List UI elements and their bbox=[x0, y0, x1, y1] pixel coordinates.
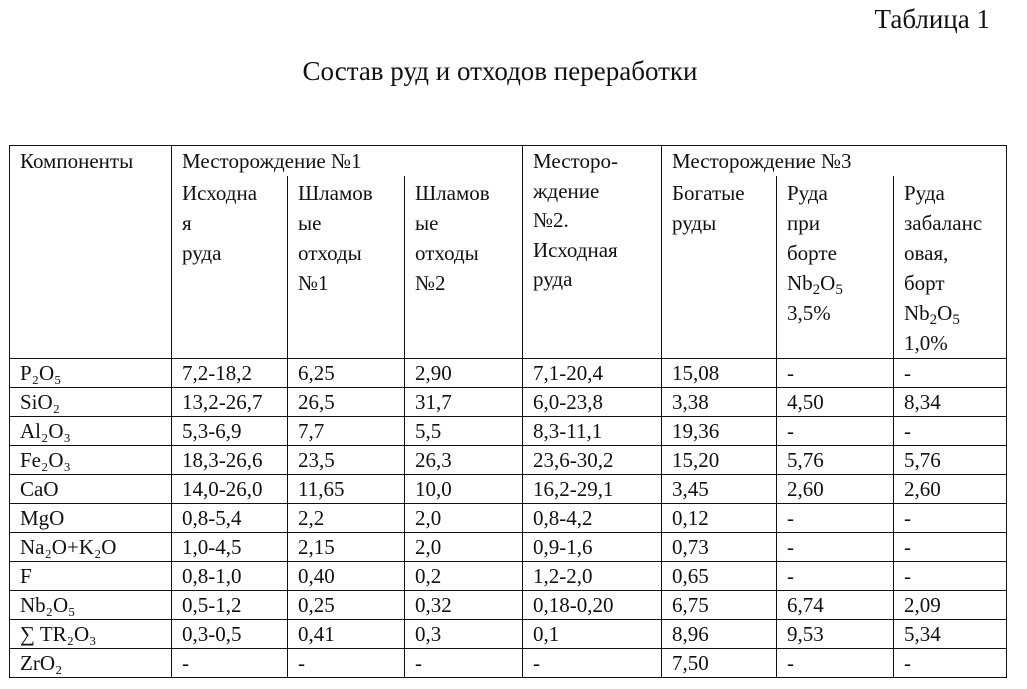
value-cell: 8,34 bbox=[894, 388, 1007, 417]
value-cell: 4,50 bbox=[777, 388, 894, 417]
value-cell: - bbox=[777, 504, 894, 533]
value-cell: 19,36 bbox=[662, 417, 777, 446]
value-cell: 26,5 bbox=[288, 388, 405, 417]
table-row bbox=[10, 620, 1007, 649]
value-cell: 0,2 bbox=[405, 562, 523, 591]
value-cell: 0,25 bbox=[288, 591, 405, 620]
component-cell: CaO bbox=[10, 475, 172, 504]
component-cell: P₂O₅ bbox=[10, 359, 172, 388]
header-row-groups bbox=[10, 146, 1007, 177]
value-cell: 16,2-29,1 bbox=[523, 475, 662, 504]
value-cell: - bbox=[894, 359, 1007, 388]
value-cell: 6,0-23,8 bbox=[523, 388, 662, 417]
value-cell: - bbox=[777, 562, 894, 591]
component-cell: F bbox=[10, 562, 172, 591]
value-cell: - bbox=[777, 359, 894, 388]
value-cell: 0,32 bbox=[405, 591, 523, 620]
table-row bbox=[10, 417, 1007, 446]
value-cell: 0,65 bbox=[662, 562, 777, 591]
value-cell: 14,0-26,0 bbox=[172, 475, 288, 504]
value-cell: 1,0-4,5 bbox=[172, 533, 288, 562]
table-row bbox=[10, 591, 1007, 620]
value-cell: 0,5-1,2 bbox=[172, 591, 288, 620]
component-cell: Fe₂O₃ bbox=[10, 446, 172, 475]
value-cell: - bbox=[777, 649, 894, 678]
value-cell: 0,18-0,20 bbox=[523, 591, 662, 620]
value-cell: - bbox=[894, 504, 1007, 533]
value-cell: 10,0 bbox=[405, 475, 523, 504]
value-cell: - bbox=[288, 649, 405, 678]
table-row bbox=[10, 562, 1007, 591]
table-body bbox=[10, 359, 1007, 678]
table-row bbox=[10, 359, 1007, 388]
value-cell: 8,96 bbox=[662, 620, 777, 649]
value-cell: 0,1 bbox=[523, 620, 662, 649]
value-cell: 15,08 bbox=[662, 359, 777, 388]
table-row bbox=[10, 446, 1007, 475]
value-cell: - bbox=[894, 533, 1007, 562]
header-slime-waste-2: Шламов ые отходы №2 bbox=[405, 176, 523, 359]
value-cell: 7,1-20,4 bbox=[523, 359, 662, 388]
value-cell: - bbox=[777, 417, 894, 446]
value-cell: 15,20 bbox=[662, 446, 777, 475]
component-cell: SiO₂ bbox=[10, 388, 172, 417]
value-cell: 2,2 bbox=[288, 504, 405, 533]
value-cell: 0,73 bbox=[662, 533, 777, 562]
value-cell: 2,15 bbox=[288, 533, 405, 562]
value-cell: 6,25 bbox=[288, 359, 405, 388]
value-cell: 13,2-26,7 bbox=[172, 388, 288, 417]
value-cell: - bbox=[894, 649, 1007, 678]
component-cell: ∑ TR₂O₃ bbox=[10, 620, 172, 649]
value-cell: - bbox=[405, 649, 523, 678]
table-row bbox=[10, 649, 1007, 678]
value-cell: 31,7 bbox=[405, 388, 523, 417]
value-cell: - bbox=[777, 533, 894, 562]
value-cell: - bbox=[894, 417, 1007, 446]
value-cell: 5,76 bbox=[894, 446, 1007, 475]
header-deposit-1: Месторождение №1 bbox=[172, 146, 523, 177]
table-row bbox=[10, 504, 1007, 533]
table-row bbox=[10, 533, 1007, 562]
value-cell: 0,3 bbox=[405, 620, 523, 649]
value-cell: 0,40 bbox=[288, 562, 405, 591]
value-cell: 0,8-5,4 bbox=[172, 504, 288, 533]
header-rich-ores: Богатые руды bbox=[662, 176, 777, 359]
value-cell: 3,38 bbox=[662, 388, 777, 417]
header-slime-waste-1: Шламов ые отходы №1 bbox=[288, 176, 405, 359]
value-cell: 7,7 bbox=[288, 417, 405, 446]
value-cell: 5,76 bbox=[777, 446, 894, 475]
header-ore-offbalance: Руда забаланс овая, борт $Nb_2O_5$ 1,0% bbox=[894, 176, 1007, 359]
header-components: Компоненты bbox=[10, 146, 172, 359]
value-cell: 0,12 bbox=[662, 504, 777, 533]
value-cell: 2,60 bbox=[777, 475, 894, 504]
value-cell: 5,3-6,9 bbox=[172, 417, 288, 446]
component-cell: MgO bbox=[10, 504, 172, 533]
table-number-label: Таблица 1 bbox=[874, 4, 990, 34]
value-cell: 11,65 bbox=[288, 475, 405, 504]
value-cell: - bbox=[172, 649, 288, 678]
value-cell: 0,3-0,5 bbox=[172, 620, 288, 649]
value-cell: 5,34 bbox=[894, 620, 1007, 649]
component-cell: ZrO₂ bbox=[10, 649, 172, 678]
value-cell: 8,3-11,1 bbox=[523, 417, 662, 446]
value-cell: 0,41 bbox=[288, 620, 405, 649]
value-cell: - bbox=[894, 562, 1007, 591]
component-cell: Nb₂O₅ bbox=[10, 591, 172, 620]
value-cell: 23,6-30,2 bbox=[523, 446, 662, 475]
component-cell: Na₂O+K₂O bbox=[10, 533, 172, 562]
page-title: Состав руд и отходов переработки bbox=[302, 56, 698, 86]
header-ore-cutoff-3-5-prefix: Руда при борте Nb bbox=[787, 181, 837, 295]
value-cell: 6,75 bbox=[662, 591, 777, 620]
value-cell: 18,3-26,6 bbox=[172, 446, 288, 475]
value-cell: 2,90 bbox=[405, 359, 523, 388]
value-cell: 2,0 bbox=[405, 504, 523, 533]
component-cell: Al₂O₃ bbox=[10, 417, 172, 446]
value-cell: 5,5 bbox=[405, 417, 523, 446]
value-cell: 9,53 bbox=[777, 620, 894, 649]
value-cell: 2,60 bbox=[894, 475, 1007, 504]
value-cell: 0,8-4,2 bbox=[523, 504, 662, 533]
value-cell: 7,50 bbox=[662, 649, 777, 678]
header-ore-offbalance-prefix: Руда забаланс овая, борт Nb bbox=[904, 181, 983, 325]
table-row bbox=[10, 475, 1007, 504]
header-ore-cutoff-3-5-value: 3,5% bbox=[787, 301, 831, 325]
value-cell: 0,8-1,0 bbox=[172, 562, 288, 591]
value-cell: 6,74 bbox=[777, 591, 894, 620]
table-row bbox=[10, 388, 1007, 417]
value-cell: 26,3 bbox=[405, 446, 523, 475]
value-cell: 0,9-1,6 bbox=[523, 533, 662, 562]
value-cell: 23,5 bbox=[288, 446, 405, 475]
header-initial-ore: Исходна я руда bbox=[172, 176, 288, 359]
value-cell: 2,0 bbox=[405, 533, 523, 562]
header-deposit-3: Месторождение №3 bbox=[662, 146, 1007, 177]
value-cell: 3,45 bbox=[662, 475, 777, 504]
header-deposit-2: Месторо- ждение №2. Исходная руда bbox=[523, 146, 662, 359]
header-ore-offbalance-value: 1,0% bbox=[904, 331, 948, 355]
value-cell: - bbox=[523, 649, 662, 678]
composition-table bbox=[9, 145, 1007, 678]
header-ore-cutoff-3-5: Руда при борте $Nb_2O_5$ 3,5% bbox=[777, 176, 894, 359]
value-cell: 7,2-18,2 bbox=[172, 359, 288, 388]
value-cell: 2,09 bbox=[894, 591, 1007, 620]
value-cell: 1,2-2,0 bbox=[523, 562, 662, 591]
